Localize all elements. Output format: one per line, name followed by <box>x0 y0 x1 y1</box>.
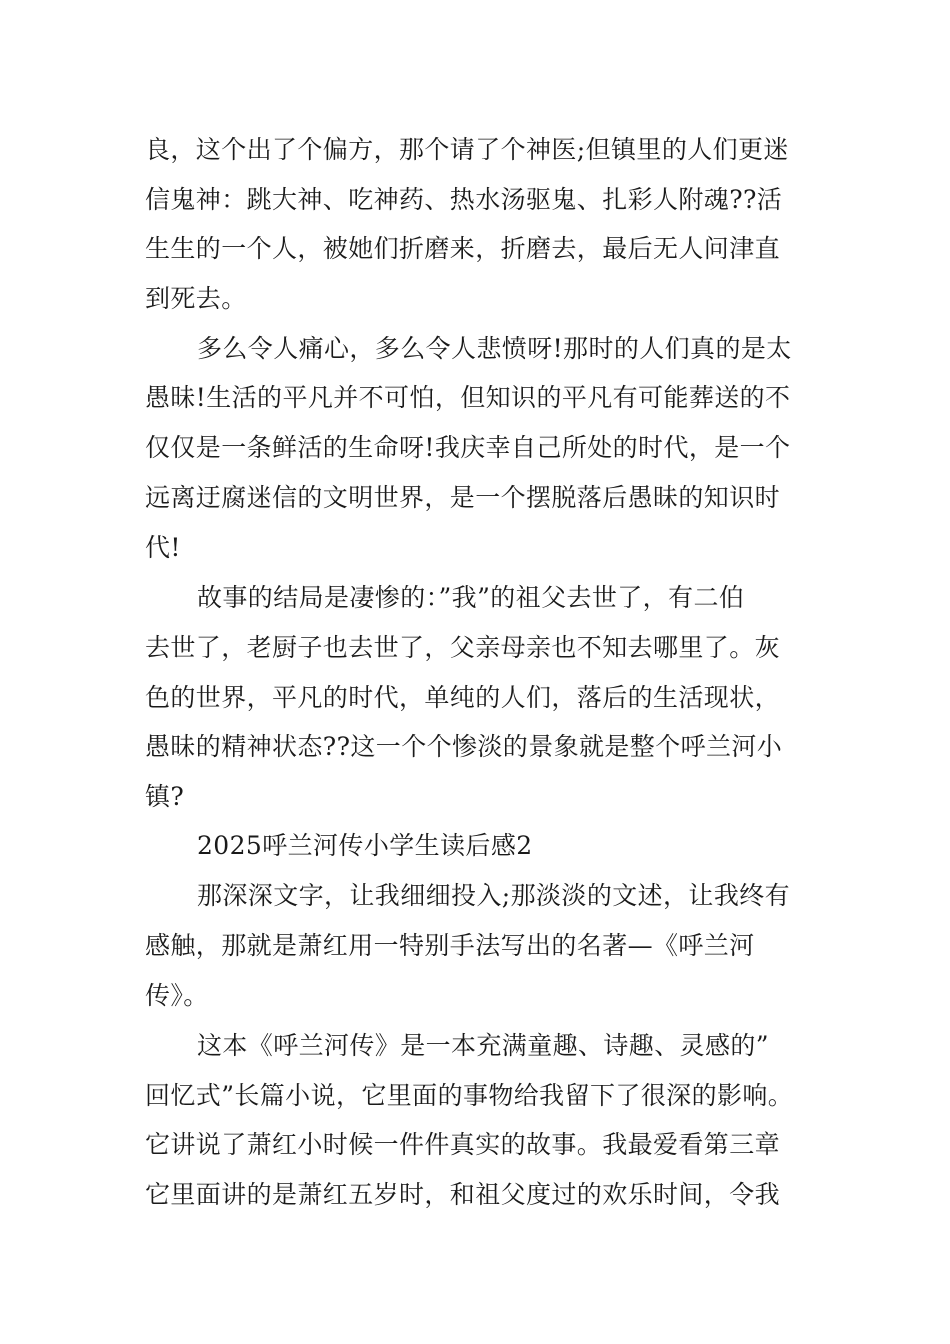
text-line: 代! <box>145 533 181 562</box>
text-line: 传》。 <box>145 981 209 1010</box>
text-line: 良，这个出了个偏方，那个请了个神医;但镇里的人们更迷 <box>145 135 789 164</box>
paragraph-first-line: 那深深文字，让我细细投入;那淡淡的文述，让我终有 <box>197 881 791 910</box>
text-line: 色的世界，平凡的时代，单纯的人们，落后的生活现状， <box>145 683 781 712</box>
text-line: 愚昧的精神状态??这一个个惨淡的景象就是整个呼兰河小 <box>145 732 783 761</box>
text-line: 生生的一个人，被她们折磨来，折磨去，最后无人问津直 <box>145 234 781 263</box>
text-line: 回忆式”长篇小说，它里面的事物给我留下了很深的影响。 <box>145 1081 794 1110</box>
text-line: 仅仅是一条鲜活的生命呀!我庆幸自己所处的时代，是一个 <box>145 433 791 462</box>
text-line: 它讲说了萧红小时候一件件真实的故事。我最爱看第三章 <box>145 1130 781 1159</box>
text-line: 它里面讲的是萧红五岁时，和祖父度过的欢乐时间，令我 <box>145 1180 781 1209</box>
text-line: 愚昧!生活的平凡并不可怕，但知识的平凡有可能葬送的不 <box>145 383 791 412</box>
text-line: 信鬼神：跳大神、吃神药、热水汤驱鬼、扎彩人附魂??活 <box>145 185 783 214</box>
text-line: 到死去。 <box>145 284 247 313</box>
text-line: 感触，那就是萧红用一特别手法写出的名著—《呼兰河 <box>145 931 755 960</box>
paragraph-first-line: 故事的结局是凄惨的：”我”的祖父去世了，有二伯 <box>197 583 745 612</box>
section-heading: 2025呼兰河传小学生读后感2 <box>197 831 533 860</box>
text-line: 远离迂腐迷信的文明世界，是一个摆脱落后愚昧的知识时 <box>145 483 781 512</box>
text-line: 去世了，老厨子也去世了，父亲母亲也不知去哪里了。灰 <box>145 633 781 662</box>
paragraph-first-line: 这本《呼兰河传》是一本充满童趣、诗趣、灵感的” <box>197 1031 769 1060</box>
paragraph-first-line: 多么令人痛心，多么令人悲愤呀!那时的人们真的是太 <box>197 334 792 363</box>
text-line: 镇? <box>145 782 185 811</box>
